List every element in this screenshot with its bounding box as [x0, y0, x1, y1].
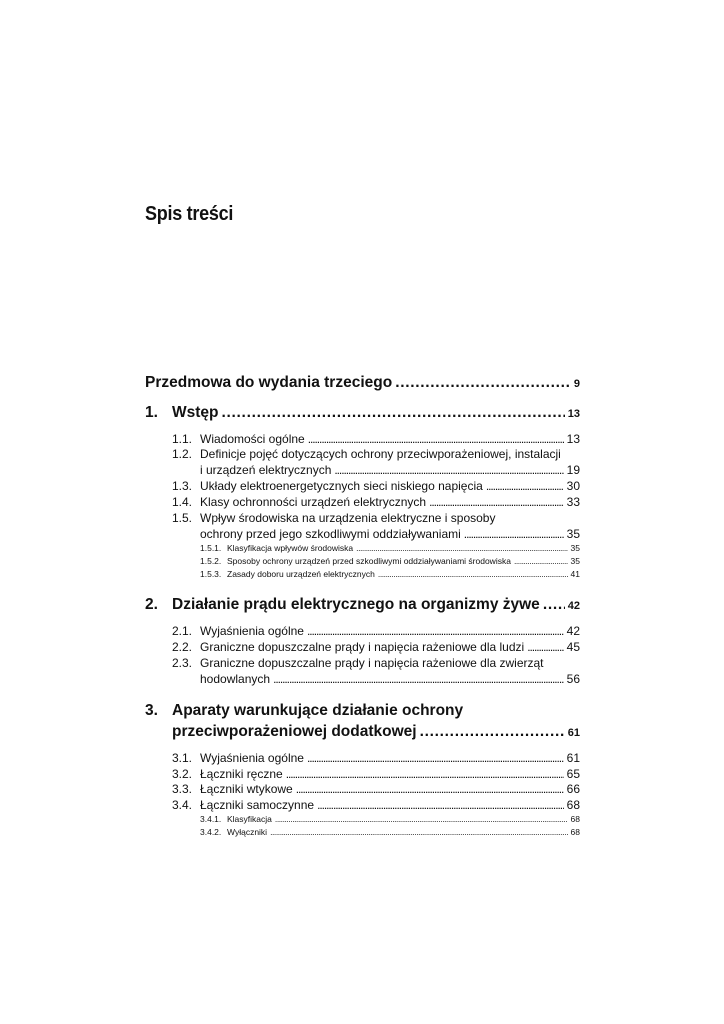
toc-page-number: 13: [567, 408, 580, 420]
leader-dots: [486, 479, 564, 493]
subsection-number: 1.5.1.: [200, 543, 222, 553]
leader-dots: [464, 527, 564, 541]
toc-entry-title: Układy elektroenergetycznych sieci niskiego napięcia: [200, 479, 483, 493]
subsection-number: 1.5.2.: [200, 556, 222, 566]
toc-subsection-3-4-1: [200, 814, 580, 824]
toc-section-3-1: [172, 751, 580, 765]
toc-entry-title: Wyjaśnienia ogólne: [200, 751, 304, 765]
subsection-number: 1.5.3.: [200, 569, 222, 579]
toc-page-number: 41: [570, 569, 580, 579]
leader-dots: [420, 723, 565, 741]
toc-page-number: 42: [566, 624, 580, 638]
leader-dots: [356, 543, 567, 553]
section-number: 3.3.: [172, 782, 193, 796]
toc-entry-title-line1: Definicje pojęć dotyczących ochrony przeciwporażeniowej, instalacji: [200, 447, 561, 461]
leader-dots: [334, 463, 563, 477]
toc-subsection-1-5-2: [200, 556, 580, 566]
toc-page-number: 35: [570, 543, 580, 553]
toc-chapter-1: [145, 404, 580, 422]
leader-dots: [514, 556, 568, 566]
toc-section-1-4: [172, 495, 580, 509]
toc-page-number: 19: [566, 463, 580, 477]
toc-entry-title: Klasyfikacja: [227, 814, 272, 824]
toc-page-number: 65: [566, 767, 580, 781]
toc-page-number: 13: [566, 432, 580, 446]
leader-dots: [273, 672, 564, 686]
toc-page-number: 68: [570, 814, 580, 824]
chapter-number: 3.: [145, 702, 158, 719]
toc-page-number: 30: [566, 479, 580, 493]
subsection-number: 3.4.1.: [200, 814, 222, 824]
leader-dots: [307, 624, 564, 638]
toc-page-number: 35: [566, 527, 580, 541]
section-number: 1.2.: [172, 447, 193, 461]
leader-dots: [429, 495, 564, 509]
toc-entry-title-line2: i urządzeń elektrycznych: [200, 463, 332, 477]
toc-section-1-5: [200, 527, 580, 541]
toc-entry-title: Zasady doboru urządzeń elektrycznych: [227, 569, 375, 579]
leader-dots: [270, 827, 567, 837]
leader-dots: [395, 374, 571, 392]
toc-page-number: 68: [570, 827, 580, 837]
toc-entry-title: Łączniki ręczne: [200, 767, 283, 781]
leader-dots: [308, 432, 564, 446]
toc-section-2-1: [172, 624, 580, 638]
toc-page-number: 35: [570, 556, 580, 566]
toc-entry-title: Wstęp: [172, 404, 219, 421]
toc-chapter-3: [172, 723, 580, 741]
toc-page-number: 68: [566, 798, 580, 812]
leader-dots: [275, 814, 568, 824]
toc-subsection-1-5-3: [200, 569, 580, 579]
toc-entry-title: Sposoby ochrony urządzeń przed szkodliwymi oddziaływaniami środowiska: [227, 556, 511, 566]
toc-entry-title: Wiadomości ogólne: [200, 432, 305, 446]
toc-subsection-1-5-1: [200, 543, 580, 553]
toc-entry-title-line2: przeciwporażeniowej dodatkowej: [172, 723, 417, 740]
toc-chapter-2: [145, 596, 580, 614]
chapter-number: 2.: [145, 596, 158, 613]
leader-dots: [222, 404, 565, 422]
toc-section-2-3: [200, 672, 580, 686]
subsection-number: 3.4.2.: [200, 827, 222, 837]
toc-entry-title: Przedmowa do wydania trzeciego: [145, 374, 393, 391]
toc-entry-title-line1: Graniczne dopuszczalne prądy i napięcia rażeniowe dla zwierząt: [200, 656, 544, 670]
leader-dots: [527, 640, 563, 654]
toc-page-number: 45: [566, 640, 580, 654]
toc-entry-title: Łączniki samoczynne: [200, 798, 315, 812]
toc-page-number: 9: [573, 378, 580, 390]
toc-entry-title-line2: hodowlanych: [200, 672, 271, 686]
leader-dots: [543, 596, 565, 614]
section-number: 3.2.: [172, 767, 193, 781]
toc-entry-title: Wyjaśnienia ogólne: [200, 624, 304, 638]
section-number: 1.5.: [172, 511, 193, 525]
toc-entry-title: Wyłączniki: [227, 827, 268, 837]
leader-dots: [317, 798, 564, 812]
toc-section-2-2: [172, 640, 580, 654]
toc-page-number: 66: [566, 782, 580, 796]
toc-section-3-2: [172, 767, 580, 781]
section-number: 1.1.: [172, 432, 193, 446]
chapter-number: 1.: [145, 404, 158, 421]
toc-entry-title-line1: Aparaty warunkujące działanie ochrony: [172, 702, 464, 719]
toc-entry-title: Łączniki wtykowe: [200, 782, 293, 796]
toc-entry-title-line2: ochrony przed jego szkodliwymi oddziaływaniami: [200, 527, 461, 541]
toc-entry-preface: [145, 374, 580, 392]
section-number: 3.1.: [172, 751, 193, 765]
section-number: 2.2.: [172, 640, 193, 654]
leader-dots: [307, 751, 564, 765]
section-number: 3.4.: [172, 798, 193, 812]
toc-entry-title: Graniczne dopuszczalne prądy i napięcia rażeniowe dla ludzi: [200, 640, 525, 654]
leader-dots: [296, 782, 564, 796]
toc-page-number: 61: [566, 751, 580, 765]
toc-page-number: 33: [566, 495, 580, 509]
toc-page-number: 61: [567, 727, 580, 739]
toc-section-3-3: [172, 782, 580, 796]
section-number: 1.4.: [172, 495, 193, 509]
toc-entry-title: Klasy ochronności urządzeń elektrycznych: [200, 495, 427, 509]
toc-entry-title: Klasyfikacja wpływów środowiska: [227, 543, 354, 553]
toc-subsection-3-4-2: [200, 827, 580, 837]
section-number: 1.3.: [172, 479, 193, 493]
toc-section-1-3: [172, 479, 580, 493]
toc-entry-title: Działanie prądu elektrycznego na organizmy żywe: [172, 596, 540, 613]
toc-section-1-2: [200, 463, 580, 477]
page-title: Spis treści: [145, 203, 234, 225]
section-number: 2.3.: [172, 656, 193, 670]
toc-section-3-4: [172, 798, 580, 812]
toc-entry-title-line1: Wpływ środowiska na urządzenia elektryczne i sposoby: [200, 511, 496, 525]
section-number: 2.1.: [172, 624, 193, 638]
toc-page-number: 56: [566, 672, 580, 686]
toc-page-number: 42: [567, 600, 580, 612]
leader-dots: [378, 569, 568, 579]
toc-section-1-1: [172, 432, 580, 446]
leader-dots: [286, 767, 564, 781]
